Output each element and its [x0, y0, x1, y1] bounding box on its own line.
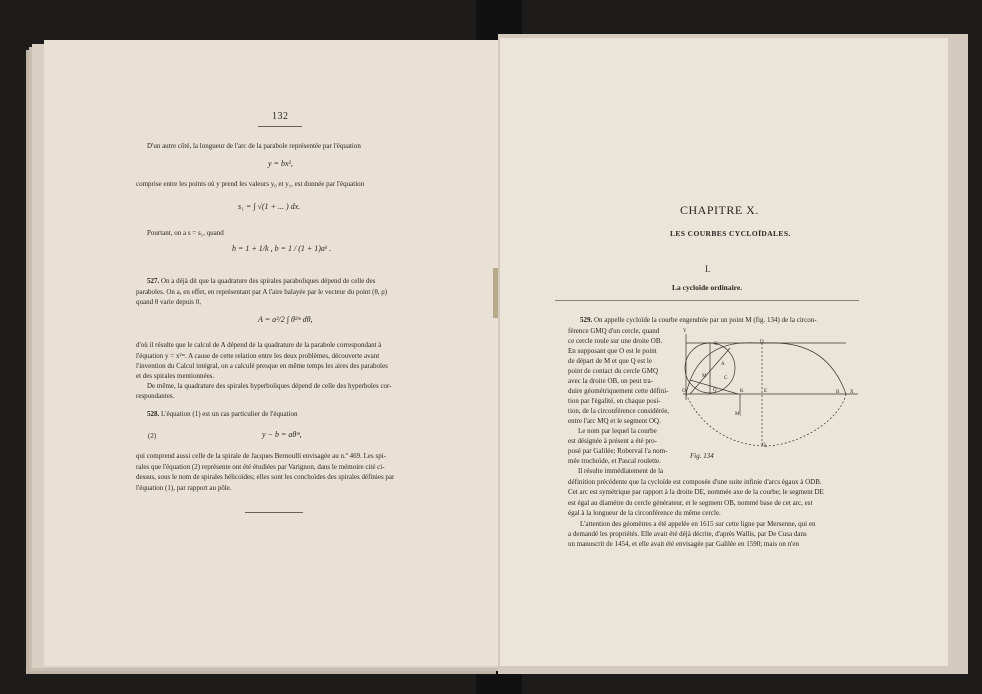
text-line: entre l'arc MQ et le segment OQ. — [568, 417, 661, 425]
text-line: Le nom par lequel la courbe — [578, 427, 657, 435]
page-number: 132 — [272, 111, 289, 122]
figure-label: X — [850, 390, 854, 395]
text-line: En supposant que O est le point — [568, 347, 657, 355]
figure-label: M — [702, 374, 707, 379]
figure-label: M₁ — [735, 412, 742, 417]
text-line: est désignée à présent a été pro- — [568, 437, 658, 445]
section-number: I. — [705, 264, 711, 274]
text-line: tion par l'égalité, en chaque posi- — [568, 397, 661, 405]
text-line: de départ de M et que Q est le — [568, 357, 652, 365]
chapter-title: LES COURBES CYCLOÏDALES. — [670, 229, 791, 238]
chapter-heading: CHAPITRE X. — [680, 203, 759, 217]
text-line: est égal au diamètre du cercle générateur, et le segment OB, nommé base de cet arc, est — [568, 499, 813, 507]
figure-label: Q — [713, 388, 717, 393]
figure-label: E — [764, 389, 768, 394]
text-line: duire géométriquement cette défini- — [568, 387, 669, 395]
equation: y − b = aθᵐ, — [262, 430, 302, 439]
equation: y = bx², — [268, 159, 293, 168]
figure-label: C — [724, 376, 728, 381]
equation: A = a²/2 ∫ θ²ᵐ dθ, — [258, 315, 313, 324]
text-line: a demandé les propriétés. Elle avait été déjà décrite, d'après Wallis, par De Cusa dans — [568, 530, 807, 538]
text-line: posé par Galilée; Roberval l'a nom- — [568, 447, 668, 455]
text-line: mée trochoïde, et Pascal roulette. — [568, 457, 661, 465]
text-line: point de contact du cercle GMQ — [568, 367, 658, 375]
text-line: Cet arc est symétrique par rapport à la droite DE, nommée axe de la courbe; le segment DE — [568, 488, 824, 496]
section-rule — [555, 300, 859, 301]
text-line: l'équation y = x²ᵐ. A cause de cette relation entre les deux problèmes, découverte avant — [136, 352, 380, 360]
equation-label: (2) — [148, 432, 157, 440]
figure-label: D — [760, 340, 764, 345]
figure-label: O — [682, 389, 686, 394]
text-line: respondantes. — [136, 392, 175, 400]
figure-caption: Fig. 134 — [690, 452, 714, 460]
figure-label: Y — [683, 329, 687, 334]
paragraph-number: 527. — [147, 277, 160, 285]
paragraph-number: 529. — [580, 316, 593, 324]
figure-label: B — [836, 390, 840, 395]
paragraph-529-line: 529. On appelle cycloïde la courbe engendrée par un point M (fig. 134) de la circon- — [580, 316, 817, 324]
text-line: définition précédente que la cycloïde est composée d'une suite infinie d'arcs égaux à ODB. — [568, 478, 822, 486]
text-line: ce cercle roule sur une droite OB. — [568, 337, 663, 345]
text-line: qui comprend aussi celle de la spirale de Jacques Bernoulli envisagée au n.º 469. Les spi- — [136, 452, 387, 460]
lower-arc — [686, 394, 846, 446]
text-line: dessus, sous le nom de spirales hélicoïdes; elles sont les conchoïdes des spirales définies par — [136, 473, 395, 481]
equation: s₁ = ∫ √(1 + ... ) dx. — [238, 202, 301, 211]
text-line: d'où il résulte que le calcul de A dépend de la quadrature de la parabole correspondant à — [136, 341, 382, 349]
section-title: La cycloïde ordinaire. — [672, 283, 743, 292]
text-line: D'un autre côté, la longueur de l'arc de la parabole représentée par l'équation — [147, 142, 361, 150]
text-line: tion, de la circonférence considérée, — [568, 407, 670, 415]
text-line: comprise entre les points où y prend les valeurs y₀ et y₁, est donnée par l'équation — [136, 180, 365, 188]
text-line: avec la droite OB, on peut tra- — [568, 377, 653, 385]
text-line: Il résulte immédiatement de la — [578, 467, 664, 475]
text-line: l'invention du Calcul intégral, on a calculé presque en même temps les aires des paraboles — [136, 362, 388, 370]
text-line: et des spirales mentionnées. — [136, 372, 215, 380]
text-line: quand θ varie depuis 0, — [136, 298, 201, 306]
paragraph-528-line: 528. L'équation (1) est un cas particulier de l'équation — [147, 410, 298, 418]
page-number-rule — [258, 126, 302, 127]
text-line: rales que l'équation (2) représente ont été étudiées par Varignon, dans le mémoire cité ci- — [136, 463, 385, 471]
paragraph-527-line: 527. On a déjà dit que la quadrature des spirales paraboliques dépend de celle des — [147, 277, 376, 285]
section-end-rule — [245, 512, 303, 513]
figure-label: G — [714, 342, 718, 347]
figure-label: Q₁ — [762, 443, 768, 448]
text-line: l'équation (1), par rapport au pôle. — [136, 484, 232, 492]
text-line: férence GMQ d'un cercle, quand — [568, 327, 660, 335]
text-line: paraboles. On a, en effet, en représentant par A l'aire balayée par le vecteur du point (θ, ρ) — [136, 288, 388, 296]
text-line: égal à la longueur de la circonférence du même cercle. — [568, 509, 721, 517]
equation: h = 1 + 1/k , b = 1 / (1 + 1)aᵏ . — [232, 244, 332, 253]
text-line: De même, la quadrature des spirales hyperboliques dépend de celle des hyperboles cor- — [147, 382, 392, 390]
binding-thread — [493, 268, 498, 318]
text-line: un manuscrit de 1454, et elle avait été envisagée par Galilée en 1590; mais on n'en — [568, 540, 800, 548]
figure-label: K — [740, 389, 744, 394]
paragraph-number: 528. — [147, 410, 160, 418]
figure-label: A — [721, 362, 725, 367]
text-line: Pourtant, on a s = s₁, quand — [147, 229, 224, 237]
text-line: L'attention des géomètres a été appelée en 1615 sur cette ligne par Mersenne, qui en — [580, 520, 816, 528]
